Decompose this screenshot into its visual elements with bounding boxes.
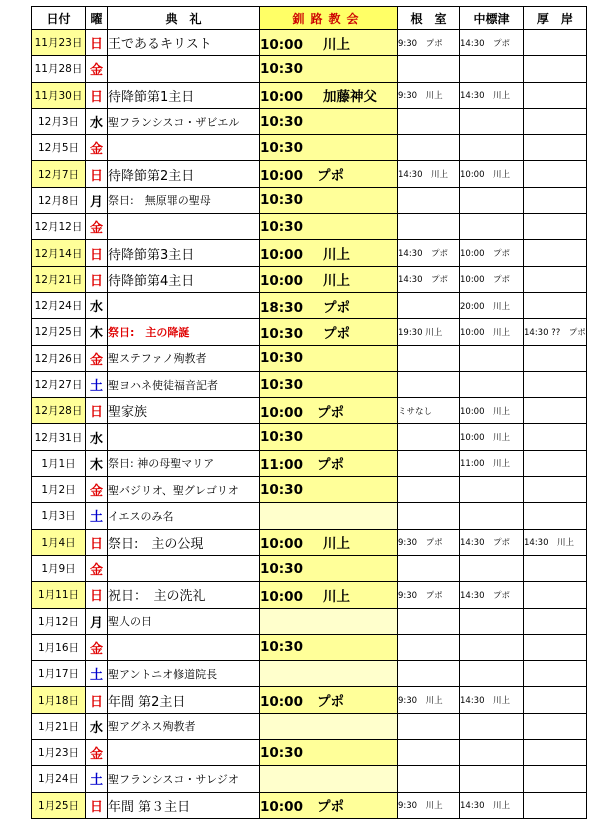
nemuro-cell xyxy=(398,766,460,792)
nakashibetsu-cell xyxy=(460,713,524,739)
day-of-week-cell: 日 xyxy=(86,582,108,608)
nemuro-cell xyxy=(398,477,460,503)
nakashibetsu-cell xyxy=(460,477,524,503)
kushiro-priest: プポ xyxy=(316,457,344,474)
nemuro-cell xyxy=(398,608,460,634)
kushiro-cell xyxy=(260,555,398,581)
nemuro-cell: 14:30 川上 xyxy=(398,161,460,187)
kushiro-cell xyxy=(260,608,398,634)
akkeshi-cell xyxy=(524,792,587,818)
schedule-row xyxy=(32,319,587,345)
day-of-week-cell: 日 xyxy=(86,687,108,713)
akkeshi-cell xyxy=(524,424,587,450)
day-of-week-cell: 土 xyxy=(86,766,108,792)
nemuro-cell: 14:30 プポ xyxy=(398,266,460,292)
akkeshi-cell xyxy=(524,503,587,529)
kushiro-time: 10:30 xyxy=(260,350,303,367)
kushiro-cell xyxy=(260,792,398,818)
date-cell: 1月25日 xyxy=(32,792,86,818)
liturgy-cell xyxy=(108,214,260,240)
akkeshi-cell xyxy=(524,56,587,82)
schedule-row xyxy=(32,56,587,82)
liturgy-cell: 聖ヨハネ使徒福音記者 xyxy=(108,371,260,397)
kushiro-time: 10:30 xyxy=(260,60,303,77)
akkeshi-cell xyxy=(524,398,587,424)
kushiro-cell xyxy=(260,687,398,713)
akkeshi-cell xyxy=(524,214,587,240)
day-of-week-cell: 水 xyxy=(86,424,108,450)
day-of-week-cell: 水 xyxy=(86,292,108,318)
schedule-row xyxy=(32,108,587,134)
liturgy-cell: 祝日： 主の洗礼 xyxy=(108,582,260,608)
nemuro-cell: 14:30 プポ xyxy=(398,240,460,266)
liturgy-cell: 聖フランシスコ・サレジオ xyxy=(108,766,260,792)
kushiro-cell xyxy=(260,292,398,318)
nemuro-cell: 9:30 川上 xyxy=(398,82,460,108)
nemuro-cell xyxy=(398,187,460,213)
kushiro-cell xyxy=(260,161,398,187)
akkeshi-cell xyxy=(524,108,587,134)
kushiro-time: 10:30 xyxy=(260,192,303,209)
liturgy-cell: 聖アントニオ修道院長 xyxy=(108,661,260,687)
akkeshi-header: 厚 岸 xyxy=(524,7,587,30)
liturgy-cell: 待降節第3主日 xyxy=(108,240,260,266)
kushiro-cell xyxy=(260,371,398,397)
liturgy-cell xyxy=(108,56,260,82)
kushiro-priest: プポ xyxy=(316,168,344,185)
kushiro-time: 18:30 xyxy=(260,299,303,316)
date-cell: 11月23日 xyxy=(32,30,86,56)
schedule-row xyxy=(32,424,587,450)
nakashibetsu-cell: 10:00 プポ xyxy=(460,266,524,292)
dow-header: 曜 xyxy=(86,7,108,30)
date-cell: 12月28日 xyxy=(32,398,86,424)
liturgy-cell: 王であるキリスト xyxy=(108,30,260,56)
nemuro-cell xyxy=(398,424,460,450)
nemuro-cell xyxy=(398,214,460,240)
akkeshi-cell xyxy=(524,687,587,713)
kushiro-priest: 加藤神父 xyxy=(322,89,377,106)
schedule-row xyxy=(32,240,587,266)
kushiro-time: 10:00 xyxy=(260,404,303,421)
nemuro-cell xyxy=(398,292,460,318)
day-of-week-cell: 土 xyxy=(86,503,108,529)
day-of-week-cell: 日 xyxy=(86,82,108,108)
nakashibetsu-cell: 14:30 プポ xyxy=(460,529,524,555)
kushiro-cell xyxy=(260,740,398,766)
schedule-row xyxy=(32,82,587,108)
nakashibetsu-cell: 10:00 川上 xyxy=(460,319,524,345)
date-cell: 1月18日 xyxy=(32,687,86,713)
day-of-week-cell: 金 xyxy=(86,477,108,503)
liturgy-cell: 祭日: 主の降誕 xyxy=(108,319,260,345)
nemuro-cell xyxy=(398,371,460,397)
schedule-row xyxy=(32,135,587,161)
day-of-week-cell: 月 xyxy=(86,608,108,634)
nemuro-cell: 9:30 川上 xyxy=(398,687,460,713)
schedule-row xyxy=(32,661,587,687)
kushiro-time: 10:30 xyxy=(260,429,303,446)
kushiro-time: 10:30 xyxy=(260,744,303,761)
nemuro-cell xyxy=(398,450,460,476)
kushiro-priest: 川上 xyxy=(322,588,350,605)
liturgy-cell: 聖ステファノ殉教者 xyxy=(108,345,260,371)
date-cell: 1月23日 xyxy=(32,740,86,766)
liturgy-cell: 聖アグネス殉教者 xyxy=(108,713,260,739)
nemuro-cell xyxy=(398,503,460,529)
date-cell: 12月26日 xyxy=(32,345,86,371)
kushiro-priest: プポ xyxy=(316,404,344,421)
akkeshi-cell xyxy=(524,30,587,56)
nemuro-cell xyxy=(398,108,460,134)
day-of-week-cell: 土 xyxy=(86,371,108,397)
akkeshi-cell xyxy=(524,766,587,792)
kushiro-cell xyxy=(260,187,398,213)
header-row xyxy=(32,7,587,30)
date-cell: 12月7日 xyxy=(32,161,86,187)
liturgy-cell xyxy=(108,135,260,161)
day-of-week-cell: 金 xyxy=(86,345,108,371)
schedule-row xyxy=(32,450,587,476)
date-cell: 12月5日 xyxy=(32,135,86,161)
nakashibetsu-cell xyxy=(460,345,524,371)
kushiro-time: 10:30 xyxy=(260,639,303,656)
liturgy-cell: 聖フランシスコ・ザビエル xyxy=(108,108,260,134)
day-of-week-cell: 日 xyxy=(86,266,108,292)
date-cell: 12月27日 xyxy=(32,371,86,397)
nakashibetsu-cell: 20:00 川上 xyxy=(460,292,524,318)
nemuro-cell: 9:30 プポ xyxy=(398,582,460,608)
liturgy-cell: 聖人の日 xyxy=(108,608,260,634)
day-of-week-cell: 水 xyxy=(86,108,108,134)
day-of-week-cell: 土 xyxy=(86,661,108,687)
schedule-row xyxy=(32,214,587,240)
schedule-row xyxy=(32,266,587,292)
schedule-row xyxy=(32,398,587,424)
nemuro-cell xyxy=(398,345,460,371)
liturgy-cell xyxy=(108,740,260,766)
kushiro-cell xyxy=(260,766,398,792)
liturgy-cell: 聖バジリオ、聖グレゴリオ xyxy=(108,477,260,503)
date-cell: 1月11日 xyxy=(32,582,86,608)
kushiro-cell xyxy=(260,240,398,266)
kushiro-cell xyxy=(260,450,398,476)
kushiro-cell xyxy=(260,634,398,660)
nakashibetsu-cell: 14:30 プポ xyxy=(460,30,524,56)
date-cell: 1月12日 xyxy=(32,608,86,634)
date-cell: 12月25日 xyxy=(32,319,86,345)
mass-schedule-table xyxy=(31,6,587,819)
akkeshi-cell xyxy=(524,371,587,397)
date-cell: 12月21日 xyxy=(32,266,86,292)
kushiro-time: 10:00 xyxy=(260,36,303,53)
nakashibetsu-cell xyxy=(460,661,524,687)
kushiro-priest: 川上 xyxy=(322,536,350,553)
kushiro-time: 10:00 xyxy=(260,168,303,185)
akkeshi-cell xyxy=(524,266,587,292)
akkeshi-cell xyxy=(524,135,587,161)
schedule-row xyxy=(32,161,587,187)
schedule-row xyxy=(32,30,587,56)
date-cell: 12月8日 xyxy=(32,187,86,213)
date-cell: 11月30日 xyxy=(32,82,86,108)
akkeshi-cell xyxy=(524,740,587,766)
schedule-row xyxy=(32,608,587,634)
schedule-row xyxy=(32,713,587,739)
nakashibetsu-cell xyxy=(460,187,524,213)
kushiro-time: 10:30 xyxy=(260,139,303,156)
date-cell: 1月16日 xyxy=(32,634,86,660)
date-cell: 12月12日 xyxy=(32,214,86,240)
akkeshi-cell xyxy=(524,345,587,371)
day-of-week-cell: 金 xyxy=(86,634,108,660)
kushiro-cell xyxy=(260,135,398,161)
date-cell: 1月2日 xyxy=(32,477,86,503)
date-cell: 12月3日 xyxy=(32,108,86,134)
nakashibetsu-cell xyxy=(460,214,524,240)
nemuro-cell: 9:30 プポ xyxy=(398,30,460,56)
nakashibetsu-cell: 14:30 プポ xyxy=(460,582,524,608)
kushiro-cell xyxy=(260,398,398,424)
day-of-week-cell: 日 xyxy=(86,161,108,187)
day-of-week-cell: 日 xyxy=(86,240,108,266)
nemuro-cell xyxy=(398,634,460,660)
nakashibetsu-cell xyxy=(460,634,524,660)
date-cell: 1月1日 xyxy=(32,450,86,476)
nakashibetsu-cell: 10:00 プポ xyxy=(460,240,524,266)
nemuro-cell xyxy=(398,555,460,581)
kushiro-priest: 川上 xyxy=(322,273,350,290)
nemuro-cell: ミサなし xyxy=(398,398,460,424)
date-cell: 12月14日 xyxy=(32,240,86,266)
akkeshi-cell xyxy=(524,713,587,739)
kushiro-cell xyxy=(260,214,398,240)
kushiro-cell xyxy=(260,56,398,82)
date-cell: 1月4日 xyxy=(32,529,86,555)
schedule-row xyxy=(32,766,587,792)
kushiro-cell xyxy=(260,108,398,134)
liturgy-cell xyxy=(108,424,260,450)
akkeshi-cell xyxy=(524,292,587,318)
liturgy-cell: 祭日: 主の公現 xyxy=(108,529,260,555)
kushiro-cell xyxy=(260,82,398,108)
kushiro-priest: プポ xyxy=(322,299,350,316)
akkeshi-cell xyxy=(524,187,587,213)
day-of-week-cell: 日 xyxy=(86,30,108,56)
schedule-row xyxy=(32,582,587,608)
nakashibetsu-cell xyxy=(460,740,524,766)
kushiro-time: 10:00 xyxy=(260,273,303,290)
day-of-week-cell: 日 xyxy=(86,792,108,818)
schedule-body xyxy=(32,30,587,819)
date-cell: 1月9日 xyxy=(32,555,86,581)
nemuro-header: 根 室 xyxy=(398,7,460,30)
nakashibetsu-cell xyxy=(460,766,524,792)
liturgy-cell: 待降節第4主日 xyxy=(108,266,260,292)
nakashibetsu-cell: 10:00 川上 xyxy=(460,424,524,450)
kushiro-time: 11:00 xyxy=(260,457,303,474)
date-cell: 1月21日 xyxy=(32,713,86,739)
schedule-row xyxy=(32,345,587,371)
kushiro-time: 10:00 xyxy=(260,799,303,816)
kushiro-cell xyxy=(260,713,398,739)
nemuro-cell xyxy=(398,713,460,739)
day-of-week-cell: 木 xyxy=(86,450,108,476)
kushiro-priest: プポ xyxy=(316,799,344,816)
day-of-week-cell: 日 xyxy=(86,398,108,424)
kushiro-time: 10:00 xyxy=(260,588,303,605)
akkeshi-cell: 14:30 川上 xyxy=(524,529,587,555)
schedule-row xyxy=(32,740,587,766)
schedule-row xyxy=(32,187,587,213)
day-of-week-cell: 水 xyxy=(86,713,108,739)
kushiro-cell xyxy=(260,477,398,503)
akkeshi-cell xyxy=(524,161,587,187)
liturgy-cell: 年間 第３主日 xyxy=(108,792,260,818)
day-of-week-cell: 木 xyxy=(86,319,108,345)
schedule-row xyxy=(32,687,587,713)
kushiro-time: 10:30 xyxy=(260,481,303,498)
nakashibetsu-cell: 11:00 川上 xyxy=(460,450,524,476)
day-of-week-cell: 日 xyxy=(86,529,108,555)
liturgy-cell: 聖家族 xyxy=(108,398,260,424)
kushiro-header: 釧路教会 xyxy=(260,7,398,30)
nakashibetsu-cell xyxy=(460,108,524,134)
akkeshi-cell xyxy=(524,582,587,608)
nakashibetsu-cell: 14:30 川上 xyxy=(460,687,524,713)
kushiro-cell xyxy=(260,661,398,687)
kushiro-cell xyxy=(260,345,398,371)
akkeshi-cell xyxy=(524,82,587,108)
akkeshi-cell xyxy=(524,634,587,660)
kushiro-cell xyxy=(260,266,398,292)
schedule-row xyxy=(32,634,587,660)
kushiro-cell xyxy=(260,424,398,450)
date-cell: 11月28日 xyxy=(32,56,86,82)
kushiro-time: 10:30 xyxy=(260,376,303,393)
rite-header: 典 礼 xyxy=(108,7,260,30)
kushiro-time: 10:30 xyxy=(260,560,303,577)
kushiro-time: 10:30 xyxy=(260,218,303,235)
kushiro-priest: プポ xyxy=(322,325,350,342)
kushiro-cell xyxy=(260,30,398,56)
schedule-row xyxy=(32,292,587,318)
nemuro-cell: 9:30 川上 xyxy=(398,792,460,818)
day-of-week-cell: 金 xyxy=(86,214,108,240)
nakashibetsu-cell xyxy=(460,555,524,581)
nakashibetsu-cell: 10:00 川上 xyxy=(460,161,524,187)
schedule-row xyxy=(32,371,587,397)
akkeshi-cell xyxy=(524,608,587,634)
kushiro-time: 10:30 xyxy=(260,325,303,342)
akkeshi-cell xyxy=(524,555,587,581)
date-cell: 1月3日 xyxy=(32,503,86,529)
akkeshi-cell xyxy=(524,450,587,476)
liturgy-cell xyxy=(108,292,260,318)
nakashibetsu-cell: 14:30 川上 xyxy=(460,82,524,108)
akkeshi-cell: 14:30 ?? プポ xyxy=(524,319,587,345)
nakashibetsu-cell xyxy=(460,135,524,161)
kushiro-cell xyxy=(260,503,398,529)
kushiro-time: 10:00 xyxy=(260,247,303,264)
liturgy-cell: イエスのみ名 xyxy=(108,503,260,529)
nakashibetsu-cell xyxy=(460,608,524,634)
liturgy-cell: 待降節第1主日 xyxy=(108,82,260,108)
day-of-week-cell: 金 xyxy=(86,56,108,82)
akkeshi-cell xyxy=(524,661,587,687)
liturgy-cell: 待降節第2主日 xyxy=(108,161,260,187)
kushiro-cell xyxy=(260,582,398,608)
akkeshi-cell xyxy=(524,477,587,503)
liturgy-cell: 祭日: 無原罪の聖母 xyxy=(108,187,260,213)
liturgy-cell: 祭日: 神の母聖マリア xyxy=(108,450,260,476)
kushiro-time: 10:00 xyxy=(260,89,303,106)
kushiro-time: 10:30 xyxy=(260,113,303,130)
liturgy-cell xyxy=(108,555,260,581)
nakashibetsu-cell xyxy=(460,371,524,397)
schedule-row xyxy=(32,477,587,503)
kushiro-cell xyxy=(260,529,398,555)
date-cell: 12月31日 xyxy=(32,424,86,450)
nakashibetsu-cell: 10:00 川上 xyxy=(460,398,524,424)
date-cell: 1月24日 xyxy=(32,766,86,792)
nemuro-cell: 9:30 プポ xyxy=(398,529,460,555)
nemuro-cell: 19:30 川上 xyxy=(398,319,460,345)
nemuro-cell xyxy=(398,740,460,766)
kushiro-priest: 川上 xyxy=(322,36,350,53)
day-of-week-cell: 月 xyxy=(86,187,108,213)
day-of-week-cell: 金 xyxy=(86,555,108,581)
nemuro-cell xyxy=(398,661,460,687)
date-header: 日付 xyxy=(32,7,86,30)
liturgy-cell xyxy=(108,634,260,660)
kushiro-priest: 川上 xyxy=(322,247,350,264)
nemuro-cell xyxy=(398,135,460,161)
kushiro-priest: プポ xyxy=(316,694,344,711)
nakashibetsu-cell xyxy=(460,56,524,82)
day-of-week-cell: 金 xyxy=(86,740,108,766)
schedule-row xyxy=(32,555,587,581)
schedule-row xyxy=(32,529,587,555)
nemuro-cell xyxy=(398,56,460,82)
kushiro-time: 10:00 xyxy=(260,694,303,711)
date-cell: 12月24日 xyxy=(32,292,86,318)
nakashibetsu-header: 中標津 xyxy=(460,7,524,30)
liturgy-cell: 年間 第2主日 xyxy=(108,687,260,713)
akkeshi-cell xyxy=(524,240,587,266)
kushiro-cell xyxy=(260,319,398,345)
nakashibetsu-cell xyxy=(460,503,524,529)
date-cell: 1月17日 xyxy=(32,661,86,687)
kushiro-time: 10:00 xyxy=(260,536,303,553)
schedule-row xyxy=(32,792,587,818)
schedule-row xyxy=(32,503,587,529)
nakashibetsu-cell: 14:30 川上 xyxy=(460,792,524,818)
day-of-week-cell: 金 xyxy=(86,135,108,161)
